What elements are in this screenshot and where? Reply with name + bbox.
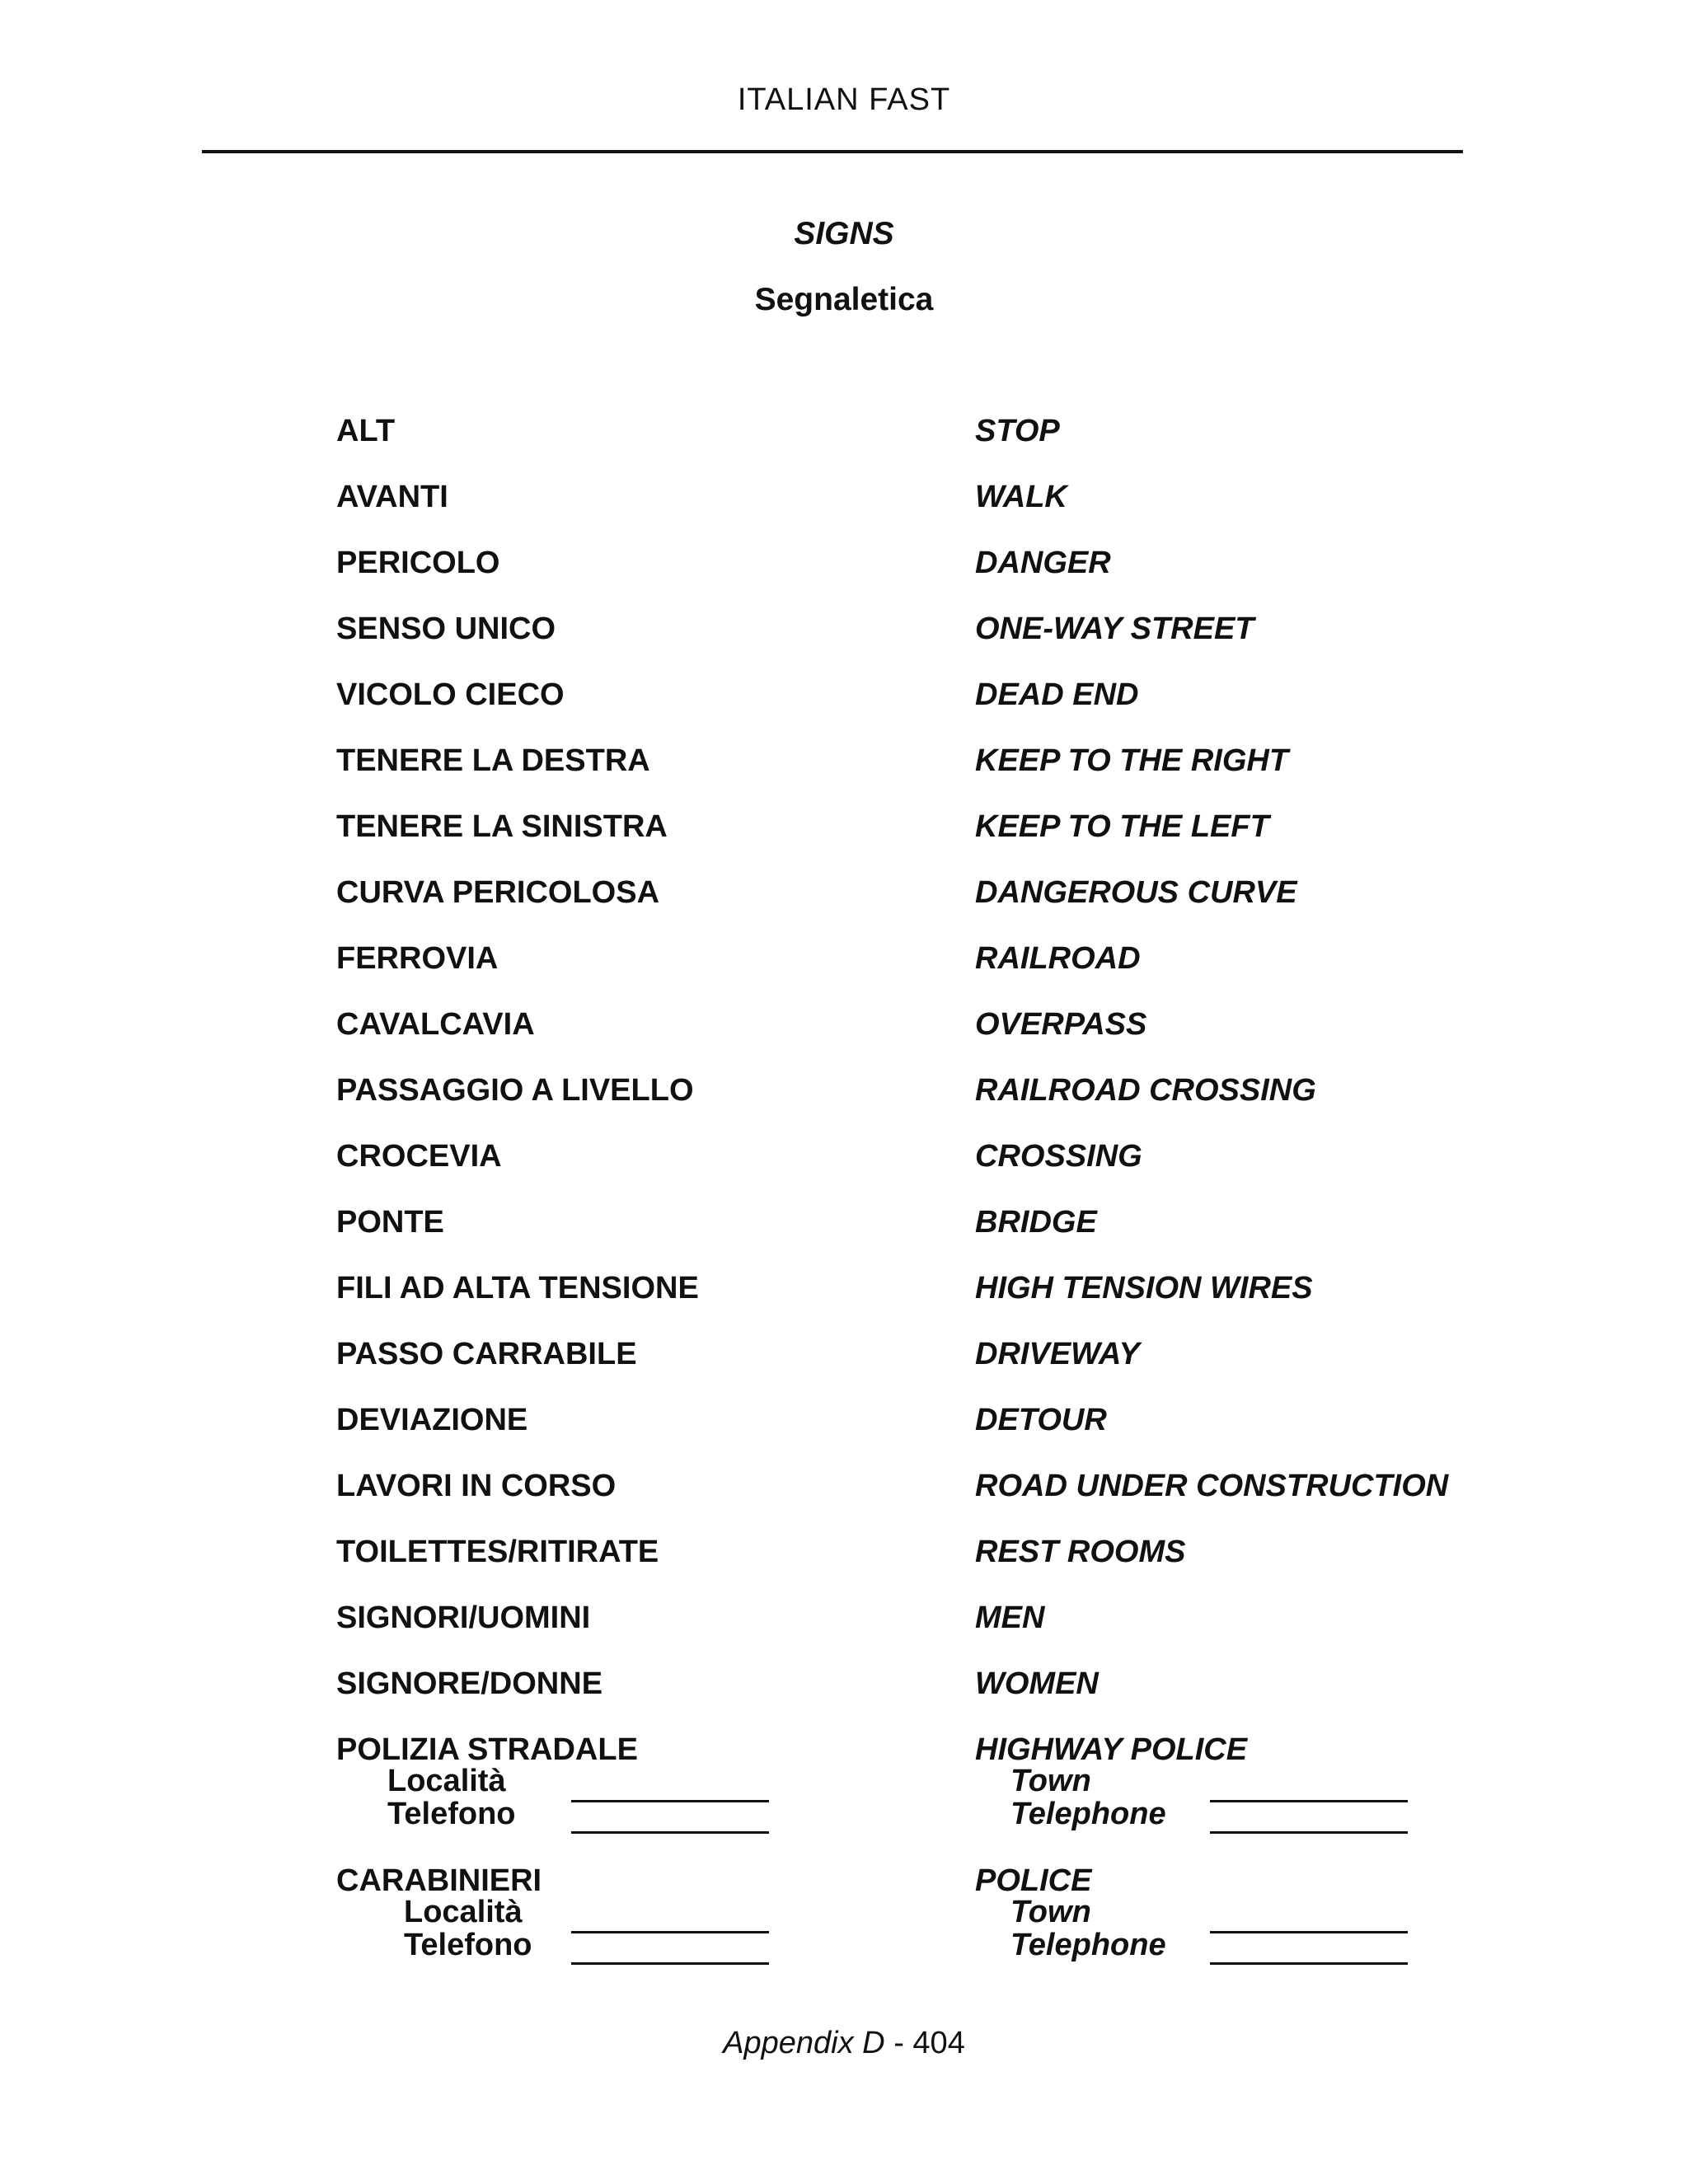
phone-blank-line <box>571 1831 769 1834</box>
sign-english: WOMEN <box>975 1666 1099 1701</box>
sign-italian: CROCEVIA <box>336 1139 502 1174</box>
contact-block-carabinieri <box>336 1863 1490 1991</box>
contact-english-heading: HIGHWAY POLICE <box>975 1732 1248 1767</box>
town-blank-line <box>1210 1931 1408 1933</box>
sign-italian: CAVALCAVIA <box>336 1007 535 1042</box>
sign-italian: SIGNORE/DONNE <box>336 1666 603 1701</box>
contact-italian-town-label: Località <box>404 1895 523 1929</box>
sign-italian: SIGNORI/UOMINI <box>336 1601 591 1635</box>
sign-italian: FILI AD ALTA TENSIONE <box>336 1271 699 1305</box>
contact-italian-heading: CARABINIERI <box>336 1863 542 1898</box>
contact-italian-town-label: Località <box>387 1764 506 1798</box>
sign-english: ROAD UNDER CONSTRUCTION <box>975 1469 1449 1503</box>
sign-row <box>336 875 1490 941</box>
sign-english: RAILROAD CROSSING <box>975 1073 1316 1108</box>
sign-english: KEEP TO THE LEFT <box>975 809 1269 844</box>
sign-english: MEN <box>975 1601 1045 1635</box>
contact-english-town-label: Town <box>1010 1764 1091 1798</box>
sign-italian: TOILETTES/RITIRATE <box>336 1535 659 1569</box>
sign-row <box>336 546 1490 612</box>
phone-blank-line <box>1210 1831 1408 1834</box>
sign-italian: TENERE LA DESTRA <box>336 743 650 778</box>
sign-italian: ALT <box>336 414 396 448</box>
town-blank-line <box>1210 1800 1408 1802</box>
sign-english: HIGH TENSION WIRES <box>975 1271 1313 1305</box>
sign-english: CROSSING <box>975 1139 1142 1174</box>
sign-english: DEAD END <box>975 677 1139 712</box>
sign-italian: TENERE LA SINISTRA <box>336 809 668 844</box>
sign-italian: PONTE <box>336 1205 444 1240</box>
sign-english: ONE-WAY STREET <box>975 612 1254 646</box>
sign-english: DETOUR <box>975 1403 1107 1437</box>
sign-italian: CURVA PERICOLOSA <box>336 875 660 910</box>
footer-separator: - <box>884 2026 913 2060</box>
town-blank-line <box>571 1931 769 1933</box>
sign-row <box>336 1337 1490 1403</box>
contact-english-town-label: Town <box>1010 1895 1091 1929</box>
sign-italian: VICOLO CIECO <box>336 677 565 712</box>
sign-english: DANGER <box>975 546 1111 580</box>
sign-english: WALK <box>975 480 1067 514</box>
sign-english: RAILROAD <box>975 941 1141 976</box>
phone-blank-line <box>1210 1962 1408 1965</box>
page-number: 404 <box>912 2026 965 2060</box>
sign-english: BRIDGE <box>975 1205 1097 1240</box>
sign-italian: SENSO UNICO <box>336 612 556 646</box>
sign-italian: PASSO CARRABILE <box>336 1337 637 1371</box>
sign-italian: FERROVIA <box>336 941 499 976</box>
sign-row <box>336 677 1490 743</box>
sign-italian: LAVORI IN CORSO <box>336 1469 617 1503</box>
sign-row <box>336 809 1490 875</box>
contact-italian-phone-label: Telefono <box>387 1797 516 1831</box>
sign-english: OVERPASS <box>975 1007 1147 1042</box>
sign-row <box>336 1535 1490 1601</box>
sign-row <box>336 1007 1490 1073</box>
contact-italian-heading: POLIZIA STRADALE <box>336 1732 638 1767</box>
sign-italian: PASSAGGIO A LIVELLO <box>336 1073 694 1108</box>
sign-row <box>336 941 1490 1007</box>
sign-row <box>336 1601 1490 1666</box>
sign-row <box>336 414 1490 480</box>
sign-row <box>336 1073 1490 1139</box>
contact-english-phone-label: Telephone <box>1010 1928 1166 1962</box>
contact-block-highway-police <box>336 1732 1490 1860</box>
phone-blank-line <box>571 1962 769 1965</box>
appendix-label: Appendix D <box>723 2026 885 2060</box>
sign-english: REST ROOMS <box>975 1535 1186 1569</box>
section-title-italian: Segnaletica <box>754 282 934 317</box>
sign-row <box>336 743 1490 809</box>
sign-italian: PERICOLO <box>336 546 500 580</box>
sign-english: STOP <box>975 414 1060 448</box>
contact-english-heading: POLICE <box>975 1863 1092 1898</box>
section-title-english: SIGNS <box>794 216 894 251</box>
contact-italian-phone-label: Telefono <box>404 1928 532 1962</box>
sign-row <box>336 480 1490 546</box>
contact-english-phone-label: Telephone <box>1010 1797 1166 1831</box>
sign-italian: DEVIAZIONE <box>336 1403 528 1437</box>
sign-row <box>336 1666 1490 1732</box>
town-blank-line <box>571 1800 769 1802</box>
sign-row <box>336 1139 1490 1205</box>
header-rule <box>202 150 1463 153</box>
sign-row <box>336 612 1490 677</box>
page-footer <box>0 2026 1688 2061</box>
sign-english: DANGEROUS CURVE <box>975 875 1297 910</box>
sign-italian: AVANTI <box>336 480 448 514</box>
sign-row <box>336 1205 1490 1271</box>
sign-row <box>336 1403 1490 1469</box>
sign-english: KEEP TO THE RIGHT <box>975 743 1289 778</box>
sign-english: DRIVEWAY <box>975 1337 1140 1371</box>
sign-row <box>336 1271 1490 1337</box>
sign-row <box>336 1469 1490 1535</box>
signs-list <box>336 414 1490 1991</box>
running-head: ITALIAN FAST <box>737 82 951 117</box>
